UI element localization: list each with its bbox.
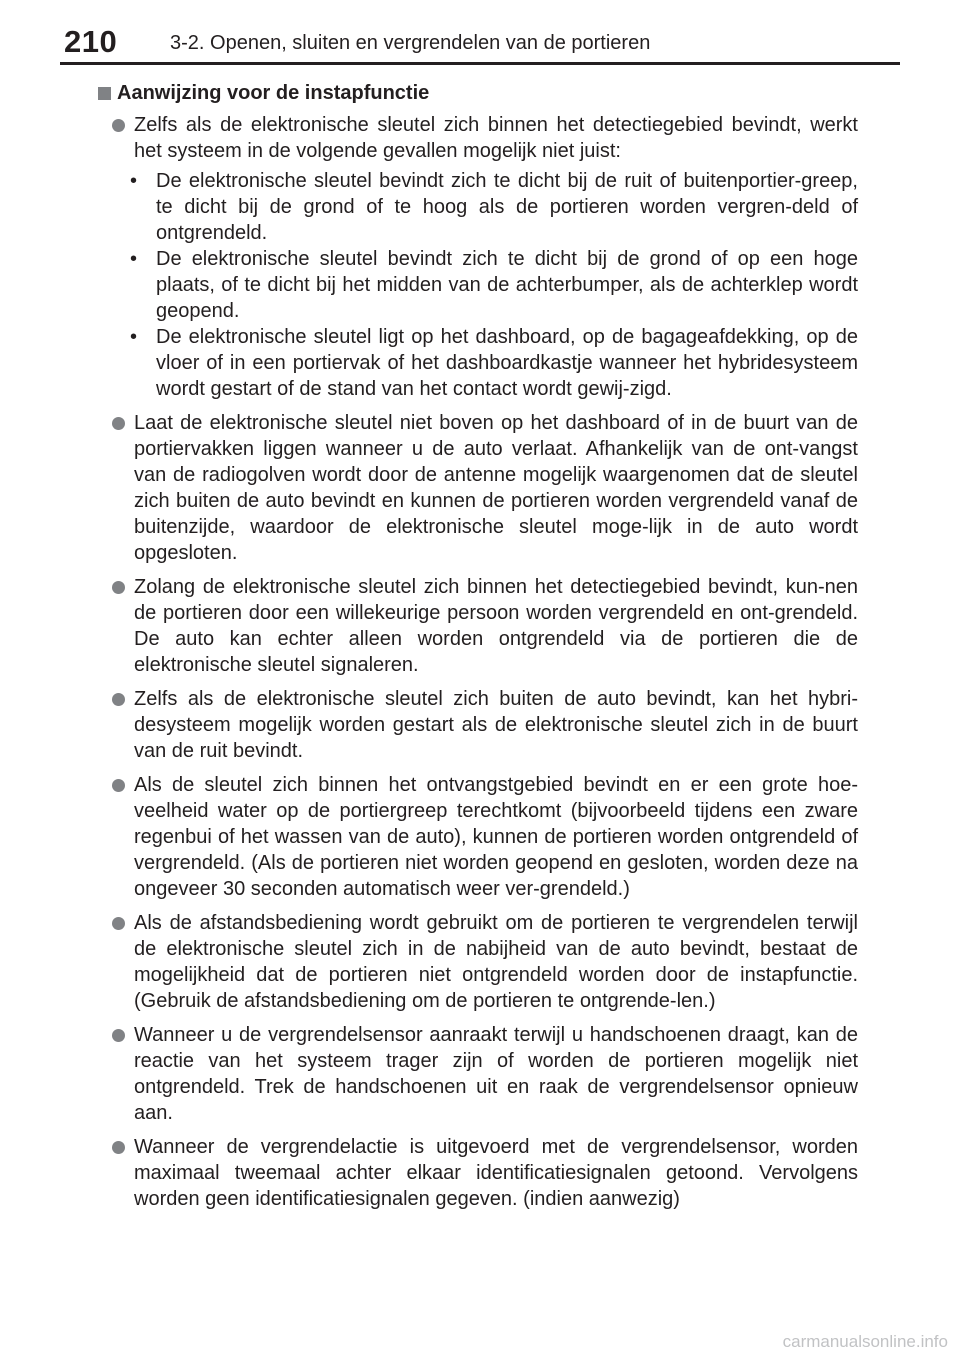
circle-bullet-icon bbox=[112, 693, 125, 706]
circle-bullet-icon bbox=[112, 917, 125, 930]
note-paragraph bbox=[96, 410, 858, 566]
note-text: Zelfs als de elektronische sleutel zich buiten de auto bevindt, kan het hybri-desysteem mogelijk worden gestart als de elektronische sleutel zich in de buurt van de ruit bevindt. bbox=[134, 688, 858, 762]
dot-bullet-icon: • bbox=[130, 248, 138, 270]
list-item-text: De elektronische sleutel bevindt zich te dicht bij de grond of op een hoge plaats, of te dicht bij het midden van de achterbumper, als de achterklep wordt geopend. bbox=[156, 248, 858, 322]
list-item bbox=[96, 324, 858, 402]
dot-bullet-icon: • bbox=[130, 170, 138, 192]
list-item-text: De elektronische sleutel ligt op het dashboard, op de bagageafdekking, op de vloer of in een portiervak of het dashboardkastje wanneer het hybridesysteem wordt gestart of de stand van het contact wordt gewij-zigd. bbox=[156, 326, 858, 400]
subsection-heading bbox=[96, 80, 858, 106]
list-item bbox=[96, 246, 858, 324]
note-text: Zelfs als de elektronische sleutel zich binnen het detectiegebied bevindt, werkt het systeem in de volgende gevallen mogelijk niet juist: bbox=[134, 114, 858, 162]
page-number: 210 bbox=[64, 24, 118, 59]
section-title: 3-2. Openen, sluiten en vergrendelen van de portieren bbox=[170, 32, 651, 54]
circle-bullet-icon bbox=[112, 779, 125, 792]
circle-bullet-icon bbox=[112, 581, 125, 594]
note-text: Zolang de elektronische sleutel zich binnen het detectiegebied bevindt, kun-nen de portieren door een willekeurige persoon worden vergrendeld en ont-grendeld. De auto kan echter alleen worden ontgrendeld via de portieren die de elektronische sleutel signaleren. bbox=[134, 576, 858, 676]
note-paragraph bbox=[96, 1134, 858, 1212]
page-header bbox=[0, 0, 960, 70]
header-divider bbox=[60, 62, 900, 65]
sub-list bbox=[96, 168, 858, 402]
circle-bullet-icon bbox=[112, 417, 125, 430]
note-paragraph bbox=[96, 910, 858, 1014]
note-text: Wanneer de vergrendelactie is uitgevoerd met de vergrendelsensor, worden maximaal tweemaal achter elkaar identificatiesignalen getoond. Vervolgens worden geen identificatiesignalen gegeven. (indien aanwezig) bbox=[134, 1136, 858, 1210]
square-bullet-icon bbox=[98, 87, 111, 100]
list-item bbox=[96, 168, 858, 246]
list-item-text: De elektronische sleutel bevindt zich te dicht bij de ruit of buitenportier-greep, te dicht bij de grond of te hoog als de portieren worden vergren-deld of ontgrendeld. bbox=[156, 170, 858, 244]
note-text: Als de sleutel zich binnen het ontvangstgebied bevindt en er een grote hoe-veelheid water op de portiergreep terechtkomt (bijvoorbeeld tijdens een zware regenbui of het wassen van de auto), kunnen de portieren worden ontgrendeld of vergrendeld. (Als de portieren niet worden geopend en gesloten, worden deze na ongeveer 30 seconden automatisch weer ver-grendeld.) bbox=[134, 774, 858, 900]
watermark: carmanualsonline.info bbox=[782, 1332, 948, 1351]
note-paragraph bbox=[96, 772, 858, 902]
note-text: Laat de elektronische sleutel niet boven op het dashboard of in de buurt van de portiervakken liggen wanneer u de auto verlaat. Afhankelijk van de ont-vangst van de radiogolven wordt door de antenne mogelijk waargenomen dat de sleutel zich buiten de auto bevindt en kunnen de portieren worden vergrendeld vanaf de buitenzijde, waardoor de elektronische sleutel moge-lijk in de auto wordt opgesloten. bbox=[134, 412, 858, 564]
note-paragraph bbox=[96, 574, 858, 678]
note-paragraph bbox=[96, 686, 858, 764]
note-paragraph bbox=[96, 112, 858, 402]
main-content bbox=[96, 80, 858, 1220]
dot-bullet-icon: • bbox=[130, 326, 138, 348]
circle-bullet-icon bbox=[112, 1141, 125, 1154]
circle-bullet-icon bbox=[112, 119, 125, 132]
circle-bullet-icon bbox=[112, 1029, 125, 1042]
note-text: Wanneer u de vergrendelsensor aanraakt terwijl u handschoenen draagt, kan de reactie van het systeem trager zijn of worden de portieren mogelijk niet ontgrendeld. Trek de handschoenen uit en raak de vergrendelsensor opnieuw aan. bbox=[134, 1024, 858, 1124]
note-text: Als de afstandsbediening wordt gebruikt om de portieren te vergrendelen terwijl de elektronische sleutel zich in de nabijheid van de auto bevindt, bestaat de mogelijkheid dat de portieren niet ontgrendeld worden door de instapfunctie. (Gebruik de afstandsbediening om de portieren te ontgrende-len.) bbox=[134, 912, 858, 1012]
note-paragraph bbox=[96, 1022, 858, 1126]
subsection-heading-text: Aanwijzing voor de instapfunctie bbox=[117, 82, 430, 104]
